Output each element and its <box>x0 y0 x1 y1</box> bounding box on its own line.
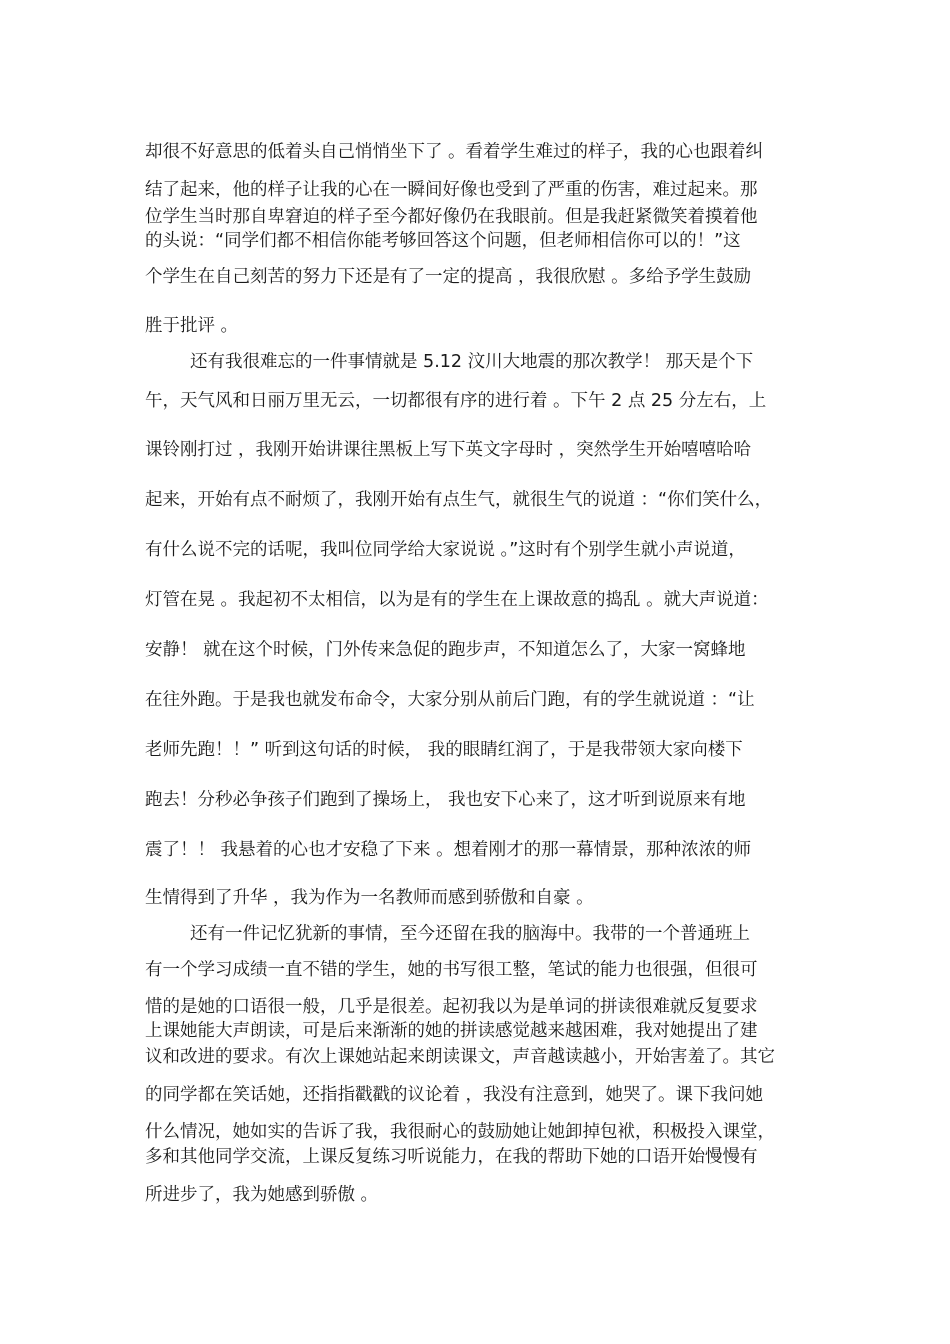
text-line: 多和其他同学交流，上课反复练习听说能力，在我的帮助下她的口语开始慢慢有 <box>145 1147 758 1167</box>
text-line: 有一个学习成绩一直不错的学生，她的书写很工整，笔试的能力也很强，但很可 <box>145 960 758 980</box>
text-line: 的同学都在笑话她，还指指戳戳的议论着 ，我没有注意到，她哭了。课下我问她 <box>145 1085 764 1105</box>
text-line: 结了起来，他的样子让我的心在一瞬间好像也受到了严重的伤害，难过起来。那 <box>145 180 758 200</box>
text-line: 午，天气风和日丽万里无云，一切都很有序的进行着 。下午 2 点 25 分左右，上 <box>145 391 767 411</box>
paragraph-first-line: 还有一件记忆犹新的事情，至今还留在我的脑海中。我带的一个普通班上 <box>190 924 750 944</box>
text-line: 震了！！ 我悬着的心也才安稳了下来 。想着刚才的那一幕情景，那种浓浓的师 <box>145 840 752 860</box>
text-line: 灯管在晃 。我起初不太相信，以为是有的学生在上课故意的捣乱 。就大声说道： <box>145 590 769 610</box>
text-line: 议和改进的要求。有次上课她站起来朗读课文，声音越读越小，开始害羞了。其它 <box>145 1047 775 1067</box>
text-line: 安静！ 就在这个时候，门外传来急促的跑步声，不知道怎么了，大家一窝蜂地 <box>145 640 746 660</box>
text-line: 位学生当时那自卑窘迫的样子至今都好像仍在我眼前。但是我赶紧微笑着摸着他 <box>145 207 758 227</box>
text-line: 生情得到了升华 ，我为作为一名教师而感到骄傲和自豪 。 <box>145 888 594 908</box>
text-line: 课铃刚打过 ，我刚开始讲课往黑板上写下英文字母时 ，突然学生开始嘻嘻哈哈 <box>145 440 752 460</box>
text-line: 起来，开始有点不耐烦了，我刚开始有点生气，就很生气的说道 ：“你们笑什么， <box>145 490 773 510</box>
text-line: 什么情况，她如实的告诉了我，我很耐心的鼓励她让她卸掉包袱，积极投入课堂， <box>145 1122 775 1142</box>
text-line: 有什么说不完的话呢，我叫位同学给大家说说 。”这时有个别学生就小声说道， <box>145 540 746 560</box>
text-line: 在往外跑。于是我也就发布命令，大家分别从前后门跑，有的学生就说道 ：“让 <box>145 690 755 710</box>
text-line: 上课她能大声朗读，可是后来渐渐的她的拼读感觉越来越困难，我对她提出了建 <box>145 1021 758 1041</box>
text-line: 的头说：“同学们都不相信你能考够回答这个问题，但老师相信你可以的！”这 <box>145 231 741 251</box>
paragraph-first-line: 还有我很难忘的一件事情就是 5.12 汶川大地震的那次教学！ 那天是个下 <box>190 352 754 372</box>
text-line: 个学生在自己刻苦的努力下还是有了一定的提高 ，我很欣慰 。多给予学生鼓励 <box>145 267 752 287</box>
text-line: 老师先跑！！” 听到这句话的时候， 我的眼睛红润了，于是我带领大家向楼下 <box>145 740 743 760</box>
text-line: 所进步了，我为她感到骄傲 。 <box>145 1185 379 1205</box>
text-line: 跑去！分秒必争孩子们跑到了操场上， 我也安下心来了，这才听到说原来有地 <box>145 790 746 810</box>
text-line: 却很不好意思的低着头自己悄悄坐下了 。看着学生难过的样子，我的心也跟着纠 <box>145 142 764 162</box>
text-line: 惜的是她的口语很一般，几乎是很差。起初我以为是单词的拼读很难就反复要求 <box>145 997 758 1017</box>
text-line: 胜于批评 。 <box>145 316 239 336</box>
